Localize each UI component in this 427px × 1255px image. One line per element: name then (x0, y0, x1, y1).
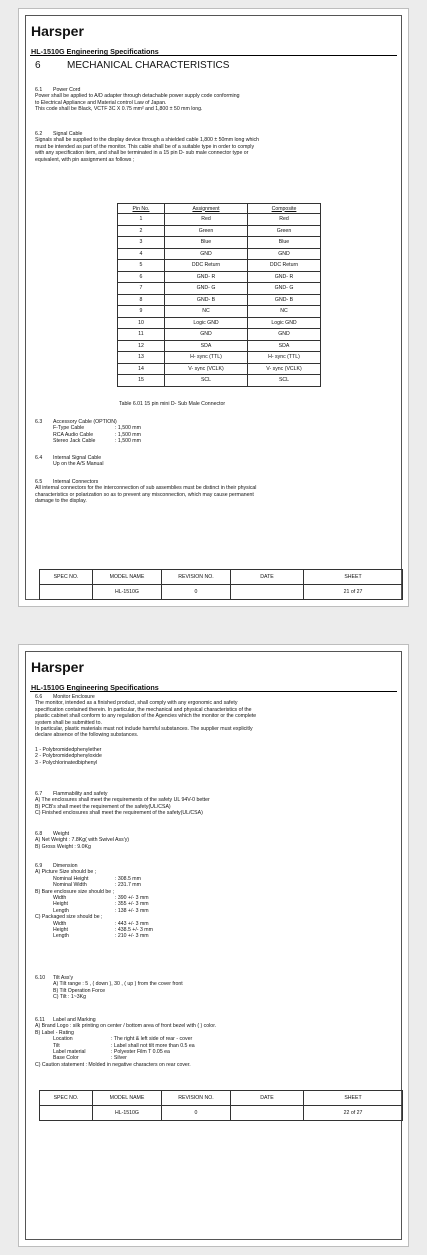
table-cell: Blue (248, 237, 321, 249)
spec-key: Length (53, 933, 69, 940)
footer-value: 0 (162, 1106, 231, 1121)
table-cell: Logic GND (165, 317, 248, 329)
footer-header: SHEET (304, 570, 403, 585)
paragraph-line: plastic cabinet shall conform to any regulation of the Agencies which the monitor or the complete (35, 713, 257, 720)
table-cell: SCL (165, 375, 248, 387)
section-title: Monitor Enclosure (53, 694, 95, 700)
paragraph-line: must be intended as part of the monitor. This cable shall be of a suitable type in order to comply (35, 143, 255, 150)
dimension-group-title: C) Packaged size should be ; (35, 914, 103, 921)
footer-value: HL-1510G (93, 585, 162, 600)
table-cell: DDC Return (165, 260, 248, 272)
footer-header: MODEL NAME (93, 570, 162, 585)
table-cell: 6 (118, 271, 165, 283)
spec-value: : Label shall not tilt more than 0.5 ea (111, 1042, 195, 1049)
label-item: A) Brand Logo : silk printing on center / bottom area of front bezel with ( ) color. (35, 1023, 217, 1030)
table-cell: H- sync (TTL) (165, 352, 248, 364)
table-cell: 15 (118, 375, 165, 387)
footer-value-row (40, 1106, 403, 1121)
footer-value (40, 1106, 93, 1121)
packaged-size-list (35, 921, 390, 940)
paragraph-line: characteristics or polarization so as to prevent any misconnection, which may cause permanent (35, 491, 254, 498)
section-6-9 (35, 863, 390, 940)
tilt-list (35, 981, 390, 1000)
accessory-list (35, 425, 390, 444)
flammability-list (35, 797, 390, 816)
rating-label-list (35, 1036, 390, 1062)
label-item: C) Caution statement : Molded in negative characters on rear cover. (35, 1061, 191, 1068)
table-cell: Green (248, 225, 321, 237)
table-cell: GND- G (165, 283, 248, 295)
spec-key: Stereo Jack Cable (53, 438, 96, 445)
section-number: 6.11 (35, 1017, 45, 1023)
spec-value: : 1,500 mm (115, 425, 141, 432)
table-row (118, 340, 321, 352)
paragraph-line: declare absence of the following substances. (35, 732, 139, 739)
table-cell: Green (165, 225, 248, 237)
table-row (118, 283, 321, 295)
spec-key: Nominal Width (53, 882, 87, 889)
section-6-11 (35, 1017, 390, 1068)
spec-key: Length (53, 907, 69, 914)
bare-size-list (35, 895, 390, 914)
table-row (118, 352, 321, 364)
pin-assignment-table (117, 203, 321, 387)
flammability-item: B) PCB's shall meet the requirement of the safety(UL/CSA) (35, 803, 171, 810)
section-number: 6.10 (35, 975, 46, 981)
section-number: 6.3 (35, 419, 43, 425)
section-title: Accessory Cable (OPTION) (53, 419, 117, 425)
table-row (118, 294, 321, 306)
paragraph-line: The monitor, intended as a finished product, shall comply with any ergonomic and safety (35, 700, 238, 707)
table-cell: 5 (118, 260, 165, 272)
section-number: 6.6 (35, 694, 43, 700)
table-cell: 10 (118, 317, 165, 329)
section-6-2 (35, 131, 390, 163)
spec-row (53, 438, 390, 444)
table-cell: GND- B (165, 294, 248, 306)
chapter-heading (35, 60, 229, 71)
table-cell: GND- B (248, 294, 321, 306)
table-cell: Logic GND (248, 317, 321, 329)
table-row (118, 329, 321, 341)
sheet-footer-table (39, 569, 403, 600)
footer-value (231, 1106, 304, 1121)
chapter-title: MECHANICAL CHARACTERISTICS (67, 60, 230, 71)
table-row (118, 375, 321, 387)
tilt-item: B) Tilt Operation Force (53, 987, 106, 994)
section-title: Label and Marking (53, 1017, 96, 1023)
paragraph-line: to Electrical Appliance and Material control Law of Japan. (35, 99, 167, 106)
spec-value: : 1,500 mm (115, 438, 141, 445)
section-6-8 (35, 831, 390, 850)
table-header-row (118, 204, 321, 214)
section-number: 6.5 (35, 479, 43, 485)
spec-key: Location (53, 1036, 73, 1043)
paragraph-line: Up on the A/S Manual (53, 461, 104, 468)
section-title: Power Cord (53, 87, 81, 93)
table-cell: 8 (118, 294, 165, 306)
section-6-3 (35, 419, 390, 445)
table-cell: V- sync (VCLK) (248, 363, 321, 375)
table-cell: SDA (248, 340, 321, 352)
table-cell: 7 (118, 283, 165, 295)
table-cell: GND- G (248, 283, 321, 295)
weight-item: B) Gross Weight : 9.0Kg (35, 843, 91, 850)
weight-list (35, 837, 390, 850)
spec-page-22 (18, 644, 409, 1247)
spec-value: : 138 +/- 3 mm (115, 907, 149, 914)
section-number: 6.2 (35, 131, 43, 137)
table-cell: 12 (118, 340, 165, 352)
table-cell: GND- R (165, 271, 248, 283)
paragraph-line: system shall be submitted to. (35, 719, 102, 726)
section-6-4 (35, 455, 390, 468)
table-cell: 14 (118, 363, 165, 375)
flammability-item: A) The enclosures shall meet the requirements of the safety UL 94V-0 better (35, 797, 210, 804)
paragraph-line: Signals shall be supplied to the display device through a shielded cable 1,800 ± 50mm long which (35, 137, 260, 144)
footer-header: REVISION NO. (162, 1091, 231, 1106)
table-cell: 1 (118, 214, 165, 226)
table-cell: SDA (165, 340, 248, 352)
header-rule (30, 55, 397, 56)
table-row (118, 248, 321, 260)
spec-key: Nominal Height (53, 875, 89, 882)
footer-value (231, 585, 304, 600)
section-6-10 (35, 975, 390, 1001)
substance-item: 2 - Polybromidedphenyloxide (35, 753, 102, 760)
footer-value (40, 585, 93, 600)
table-caption: Table 6.01 15 pin mini D- Sub Male Connector (119, 401, 226, 407)
spec-page-21 (18, 8, 409, 607)
section-number: 6.4 (35, 455, 43, 461)
footer-header-row (40, 1091, 403, 1106)
brand-logo: Harsper (31, 23, 84, 39)
section-title: Signal Cable (53, 131, 83, 137)
table-cell: Red (248, 214, 321, 226)
table-cell: GND (248, 329, 321, 341)
paragraph-line: All internal connectors for the interconnection of sub assemblies must be distinct in their physical (35, 485, 257, 492)
table-cell: DDC Return (248, 260, 321, 272)
footer-header: MODEL NAME (93, 1091, 162, 1106)
section-title: Internal Signal Cable (53, 455, 102, 461)
table-cell: 2 (118, 225, 165, 237)
chapter-number: 6 (35, 60, 41, 71)
column-header: Composite (248, 204, 321, 214)
spec-row (53, 933, 390, 939)
dimension-group-title: B) Bare enclosure size should be ; (35, 888, 115, 895)
table-cell: Red (165, 214, 248, 226)
spec-value: : 443 +/- 3 mm (115, 920, 149, 927)
spec-value: : Polyester Film T 0.05 ea (111, 1049, 170, 1056)
table-cell: GND (165, 248, 248, 260)
table-row (118, 306, 321, 318)
spec-key: Tilt (53, 1042, 60, 1049)
footer-header: SPEC NO. (40, 570, 93, 585)
substance-list (35, 747, 390, 766)
section-6-6 (35, 694, 390, 766)
footer-value: 0 (162, 585, 231, 600)
table-cell: NC (248, 306, 321, 318)
document-subtitle: HL-1510G Engineering Specifications (31, 683, 159, 692)
weight-item: A) Net Weight : 7.8Kg( with Swivel Ass'y) (35, 837, 130, 844)
table-row (118, 260, 321, 272)
paragraph-line: with any specification item, and shall be terminated in a 15 pin D- sub male connector type or (35, 150, 249, 157)
footer-value-row (40, 585, 403, 600)
section-number: 6.8 (35, 831, 43, 837)
section-number: 6.7 (35, 791, 43, 797)
section-title: Tilt Ass'y (53, 975, 74, 981)
table-cell: Blue (165, 237, 248, 249)
table-cell: SCL (248, 375, 321, 387)
spec-value: : 308.5 mm (115, 875, 141, 882)
column-header: Pin No. (118, 204, 165, 214)
tilt-item: A) Tilt range : 5 , ( down ), 30 , ( up ) from the cover front (53, 981, 183, 988)
spec-key: F-Type Cable (53, 425, 85, 432)
section-title: Internal Connectors (53, 479, 99, 485)
table-cell: H- sync (TTL) (248, 352, 321, 364)
paragraph-line: damage to the display. (35, 498, 87, 505)
column-header: Assignment (165, 204, 248, 214)
flammability-item: C) Finished enclosures shall meet the requirement of the safety(UL/CSA) (35, 810, 203, 817)
table-cell: 4 (118, 248, 165, 260)
spec-row (53, 1055, 390, 1061)
footer-value: 22 of 27 (304, 1106, 403, 1121)
spec-value: : The right & left side of rear - cover (111, 1036, 193, 1043)
table-cell: 13 (118, 352, 165, 364)
footer-header: SPEC NO. (40, 1091, 93, 1106)
spec-key: Base Color (53, 1055, 79, 1062)
footer-header: DATE (231, 1091, 304, 1106)
paragraph-line: equivalent, with pin assignment as follows ; (35, 156, 135, 163)
dimension-group-title: A) Picture Size should be ; (35, 869, 97, 876)
table-row (118, 317, 321, 329)
table-cell: 3 (118, 237, 165, 249)
table-cell: GND (165, 329, 248, 341)
section-title: Dimension (53, 863, 78, 869)
table-cell: V- sync (VCLK) (165, 363, 248, 375)
section-6-1 (35, 87, 390, 113)
substance-item: 1 - Polybromidedphenylether (35, 746, 102, 753)
section-number: 6.1 (35, 87, 43, 93)
document-subtitle: HL-1510G Engineering Specifications (31, 47, 159, 56)
table-cell: NC (165, 306, 248, 318)
table-cell: GND- R (248, 271, 321, 283)
tilt-item: C) Tilt : 1~3Kg (53, 994, 87, 1001)
spec-value: : 210 +/- 3 mm (115, 933, 149, 940)
substance-item: 3 - Polychlorinatedbiphenyl (35, 759, 98, 766)
spec-key: Width (53, 895, 67, 902)
spec-key: RCA Audio Cable (53, 431, 94, 438)
table-row (118, 225, 321, 237)
footer-value: HL-1510G (93, 1106, 162, 1121)
section-6-5 (35, 479, 390, 505)
footer-value: 21 of 27 (304, 585, 403, 600)
paragraph-line: In particular, plastic materials must not include harmful substances. The supplier must explicitly (35, 726, 253, 733)
section-number: 6.9 (35, 863, 43, 869)
footer-header-row (40, 570, 403, 585)
footer-header: DATE (231, 570, 304, 585)
table-row (118, 271, 321, 283)
table-cell: GND (248, 248, 321, 260)
picture-size-list (35, 876, 390, 889)
spec-key: Width (53, 920, 67, 927)
paragraph-line: This code shall be Black, VCTF 3C X 0.75 mm² and 1,800 ± 50 mm long. (35, 106, 203, 113)
section-title: Weight (53, 831, 70, 837)
paragraph-line: Power shall be applied to A/D adapter through detachable power supply code conforming (35, 93, 240, 100)
table-row (118, 237, 321, 249)
spec-row (53, 882, 390, 888)
paragraph-line: specification contained therein. In particular, the mechanical and physical characteristics of the (35, 706, 252, 713)
spec-value: : 1,500 mm (115, 431, 141, 438)
header-rule (30, 691, 397, 692)
table-cell: 9 (118, 306, 165, 318)
section-6-7 (35, 791, 390, 817)
spec-value: : 355 +/- 3 mm (115, 901, 149, 908)
spec-key: Height (53, 901, 68, 908)
section-title: Flammability and safety (53, 791, 108, 797)
spec-value: : 390 +/- 3 mm (115, 895, 149, 902)
spec-value: : Silver (111, 1055, 127, 1062)
spec-value: : 231.7 mm (115, 882, 141, 889)
table-cell: 11 (118, 329, 165, 341)
footer-header: SHEET (304, 1091, 403, 1106)
spec-row (53, 908, 390, 914)
brand-logo: Harsper (31, 659, 84, 675)
spec-key: Label material (53, 1049, 86, 1056)
sheet-footer-table (39, 1090, 403, 1121)
spec-key: Height (53, 927, 68, 934)
table-row (118, 363, 321, 375)
footer-header: REVISION NO. (162, 570, 231, 585)
label-item: B) Label - Rating (35, 1029, 74, 1036)
spec-value: : 438.5 +/- 3 mm (115, 927, 153, 934)
table-row (118, 214, 321, 226)
